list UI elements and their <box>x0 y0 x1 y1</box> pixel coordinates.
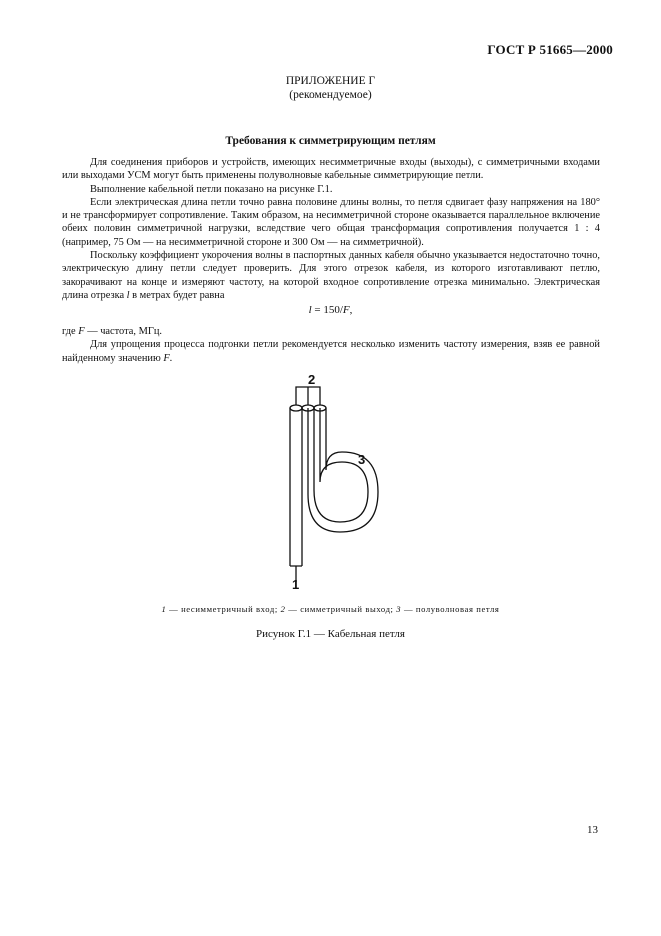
document-header: ГОСТ Р 51665—2000 <box>487 42 613 57</box>
paragraph-1: Для соединения приборов и устройств, имеющих несимметричные входы (выходы), с симметричными входами или выходами УСМ могут быть применены полуволновые кабельные симметрирующие петли. <box>62 157 600 182</box>
output-leads <box>296 387 320 405</box>
figure-label-3: 3 <box>358 452 366 467</box>
input-cable <box>290 408 302 566</box>
half-wave-loop-inner <box>308 408 378 532</box>
appendix-heading <box>0 74 661 102</box>
cable-loop-drawing <box>268 370 388 592</box>
cable-end-1 <box>290 405 302 411</box>
section-title: Требования к симметрирующим петлям <box>225 135 436 147</box>
body-text-continued <box>62 325 600 365</box>
figure-label-2: 2 <box>308 372 316 387</box>
cable-loop-figure <box>268 370 388 592</box>
paragraph-3: Если электрическая длина петли точно равна половине длины волны, то петля сдвигает фазу напряжения на 180° и не трансформирует сопротивление. Таким образом, на несимметричной стороне оказывается параллельное включение обеих половин симметричной нагрузки, вследствие чего общая трансформация сопротивления получается 1 : 4 (например, 75 Ом — на несимметричной стороне и 300 Ом — на симметричной). <box>62 196 600 248</box>
appendix-subtitle: (рекомендуемое) <box>289 89 372 101</box>
figure-caption: Рисунок Г.1 — Кабельная петля <box>256 628 405 640</box>
paragraph-5: Для упрощения процесса подгонки петли рекомендуется несколько изменить частоту измерения, взяв ее равной найденному значению F. <box>62 339 600 364</box>
body-text <box>62 156 600 302</box>
appendix-title: ПРИЛОЖЕНИЕ Г <box>285 75 376 87</box>
figure-label-1: 1 <box>292 577 300 592</box>
paragraph-4: Поскольку коэффициент укорочения волны в паспортных данных кабеля обычно указывается недостаточно точно, электрическую длину петли следует проверить. Для этого отрезок кабеля, из которого изготавливают петлю, закорачивают на конце и измеряют частоту, на которой входное сопротивление отрезка минимально. Электрическая длина отрезка l в метрах будет равна <box>62 250 600 301</box>
formula: l = 150/F, <box>308 304 353 316</box>
page-number: 13 <box>587 824 598 836</box>
paragraph-2: Выполнение кабельной петли показано на рисунке Г.1. <box>90 183 333 195</box>
where-clause: где F — частота, МГц. <box>62 326 162 337</box>
figure-legend: 1 — несимметричный вход; 2 — симметричный выход; 3 — полуволновая петля <box>161 604 500 614</box>
